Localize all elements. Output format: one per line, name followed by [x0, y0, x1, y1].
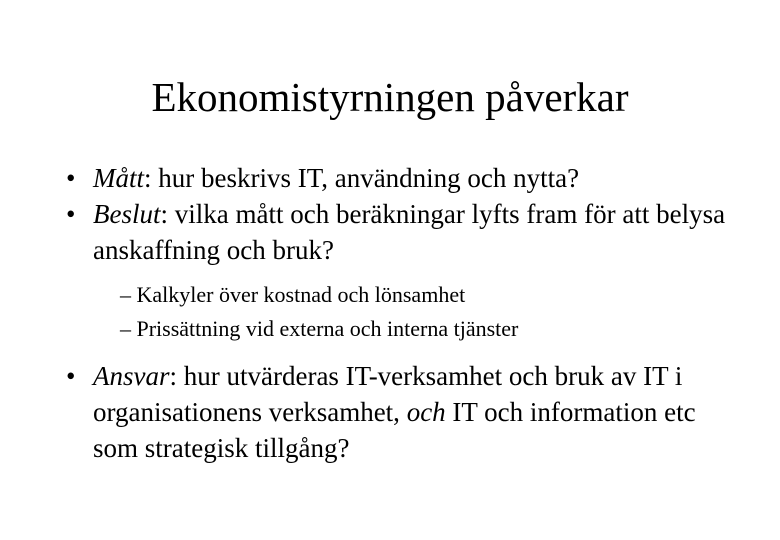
bullet-term: Ansvar: [93, 361, 170, 391]
bullet-italic-word: och: [406, 397, 446, 427]
slide-title: Ekonomistyrningen påverkar: [151, 74, 629, 120]
bullet-term: Beslut: [93, 199, 161, 229]
sub-bullet-list: [0, 278, 780, 346]
bullet-glyph: •: [66, 199, 76, 229]
bullet-beslut: [0, 196, 733, 268]
bullet-matt: [0, 160, 733, 196]
bullet-glyph: •: [66, 361, 76, 391]
bullet-glyph: •: [66, 163, 76, 193]
bullet-list: [0, 160, 780, 466]
bullet-text: : hur beskrivs IT, användning och nytta?: [144, 163, 580, 193]
bullet-text: : hur utvärderas IT-verksamhet och bruk av IT i organisationens verksamhet,: [93, 361, 683, 427]
sub-bullet-kalkyler: – Kalkyler över kostnad och lönsamhet: [120, 282, 466, 307]
sub-bullet-prissattning: – Prissättning vid externa och interna tjänster: [120, 316, 519, 341]
sub-list-container: [0, 278, 780, 346]
bullet-text: IT och information etc som strategisk tillgång?: [93, 397, 696, 463]
bullet-text: : vilka mått och beräkningar lyfts fram för att belysa anskaffning och bruk?: [93, 199, 726, 265]
bullet-term: Mått: [93, 163, 144, 193]
bullet-ansvar: [0, 358, 733, 466]
